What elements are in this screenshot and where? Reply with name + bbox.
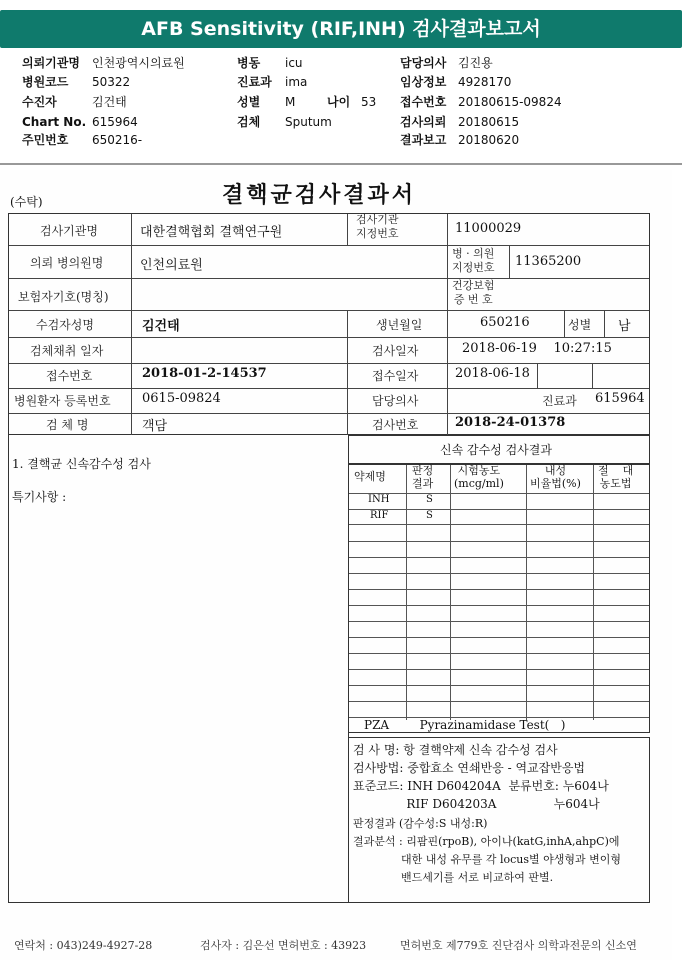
method-line: 검사방법: 중합효소 연쇄반응 - 역교잡반응법 <box>353 761 586 775</box>
registration-no-value: 0615-09824 <box>142 391 221 406</box>
info-row-patient-name: 수진자 김건태 <box>22 95 127 109</box>
dst-title: 신속 감수성 검사결과 <box>440 443 552 457</box>
info-row-chart-no: Chart No. 615964 <box>22 115 138 129</box>
pza-test-row: PZA Pyrazinamidase Test( ) <box>364 718 566 732</box>
info-row-ward: 병동 icu <box>237 56 303 70</box>
remarks-label: 특기사항 : <box>12 490 67 504</box>
info-row-reception-no: 접수번호 20180615-09824 <box>400 95 562 109</box>
dob-label: 생년월일 <box>376 318 423 332</box>
registration-no-label: 병원환자 등록번호 <box>14 394 111 408</box>
doctor-label: 담당의사 <box>372 394 419 408</box>
method-line: 검 사 명: 항 결핵약제 신속 감수성 검사 <box>353 743 558 757</box>
hospital-code-label: 병 · 의원 지정번호 <box>452 247 495 274</box>
info-row-resident-no: 주민번호 650216- <box>22 133 143 147</box>
report-body-left <box>8 435 349 903</box>
dst-row-result: S <box>426 510 433 521</box>
dst-header-concentration: 시험농도 (mcg/ml) <box>454 464 504 490</box>
department-value: 615964 <box>595 391 645 406</box>
dob-value: 650216 <box>480 315 530 330</box>
specimen-name-label: 검 체 명 <box>46 418 89 432</box>
patient-name-label: 수검자성명 <box>36 318 94 332</box>
method-line: 결과분석 : 리팜핀(rpoB), 아이나(katG,inhA,ahpC)에 <box>353 835 620 848</box>
insurance-label: 보험자기호(명칭) <box>18 290 109 304</box>
consignment-tag: (수탁) <box>10 195 43 209</box>
report-title: AFB Sensitivity (RIF,INH) 검사결과보고서 <box>0 10 682 48</box>
method-line: 판정결과 (감수성:S 내성:R) <box>353 817 488 830</box>
info-row-hospital-code: 병원코드 50322 <box>22 75 131 89</box>
lab-name-label: 검사기관명 <box>40 224 98 238</box>
info-row-clinical-info: 임상정보 4928170 <box>400 75 512 89</box>
lab-code-label: 검사기관 지정번호 <box>356 213 399 240</box>
dst-header-proportion: 내성 비율법(%) <box>530 464 581 490</box>
health-insurance-label: 건강보험 증 번 호 <box>452 279 495 306</box>
reception-no-value: 2018-01-2-14537 <box>142 366 267 381</box>
test-no-value: 2018-24-01378 <box>455 415 566 430</box>
department-label: 진료과 <box>542 394 577 408</box>
info-row-sex: 성별 M <box>237 95 296 109</box>
reception-date-label: 접수일자 <box>372 369 419 383</box>
test-date-value: 2018-06-19 10:27:15 <box>462 341 612 356</box>
test-no-label: 검사번호 <box>372 418 419 432</box>
hospital-value: 인천의료원 <box>140 258 203 273</box>
footer-contact: 연락처 : 043)249-4927-28 <box>14 939 153 952</box>
info-row-test-request: 검사의뢰 20180615 <box>400 115 520 129</box>
dst-row-drug: INH <box>368 494 390 505</box>
method-line: RIF D604203A 누604나 <box>353 797 600 811</box>
dst-row-result: S <box>426 494 433 505</box>
dst-header-absolute: 절 대 농도법 <box>598 464 634 490</box>
footer-tester: 검사자 : 김은선 면허번호 : 43923 <box>200 939 367 952</box>
footer-license: 면허번호 제779호 진단검사 의학과전문의 신소연 <box>400 939 637 952</box>
hospital-code-value: 11365200 <box>515 254 582 269</box>
document-title: 결핵균검사결과서 <box>222 182 417 208</box>
sex-value: 남 <box>618 319 631 334</box>
reception-date-value: 2018-06-18 <box>455 366 530 381</box>
method-line: 밴드세기를 서로 비교하여 판별. <box>401 871 554 884</box>
method-line: 대한 내성 유무를 각 locus별 야생형과 변이형 <box>401 853 622 866</box>
dst-row-drug: RIF <box>370 510 389 521</box>
patient-name-value: 김건태 <box>142 319 180 334</box>
test-date-label: 검사일자 <box>372 344 419 358</box>
lab-name-value: 대한결핵협회 결핵연구원 <box>140 225 283 240</box>
specimen-name-value: 객담 <box>142 419 168 434</box>
info-row-physician: 담당의사 김진용 <box>400 56 493 70</box>
info-row-specimen: 검체 Sputum <box>237 115 332 129</box>
test-method-box <box>348 737 650 903</box>
dst-header-result: 판정 결과 <box>412 464 434 490</box>
dst-results-table <box>348 464 650 733</box>
info-row-department: 진료과 ima <box>237 75 308 89</box>
dst-header-drug: 약제명 <box>354 470 386 483</box>
info-row-age: 나이 53 <box>327 95 377 109</box>
header-divider <box>0 163 682 165</box>
hospital-label: 의뢰 병의원명 <box>30 256 104 270</box>
lab-code-value: 11000029 <box>455 221 522 236</box>
reception-no-label: 접수번호 <box>46 369 93 383</box>
collection-date-label: 검체채취 일자 <box>30 344 104 358</box>
sex-label: 성별 <box>568 318 592 332</box>
info-row-requesting-institution: 의뢰기관명 인천광역시의료원 <box>22 56 185 70</box>
info-row-result-report: 결과보고 20180620 <box>400 133 520 147</box>
method-line: 표준코드: INH D604204A 분류번호: 누604나 <box>353 779 609 793</box>
test-item: 1. 결핵균 신속감수성 검사 <box>12 457 151 471</box>
